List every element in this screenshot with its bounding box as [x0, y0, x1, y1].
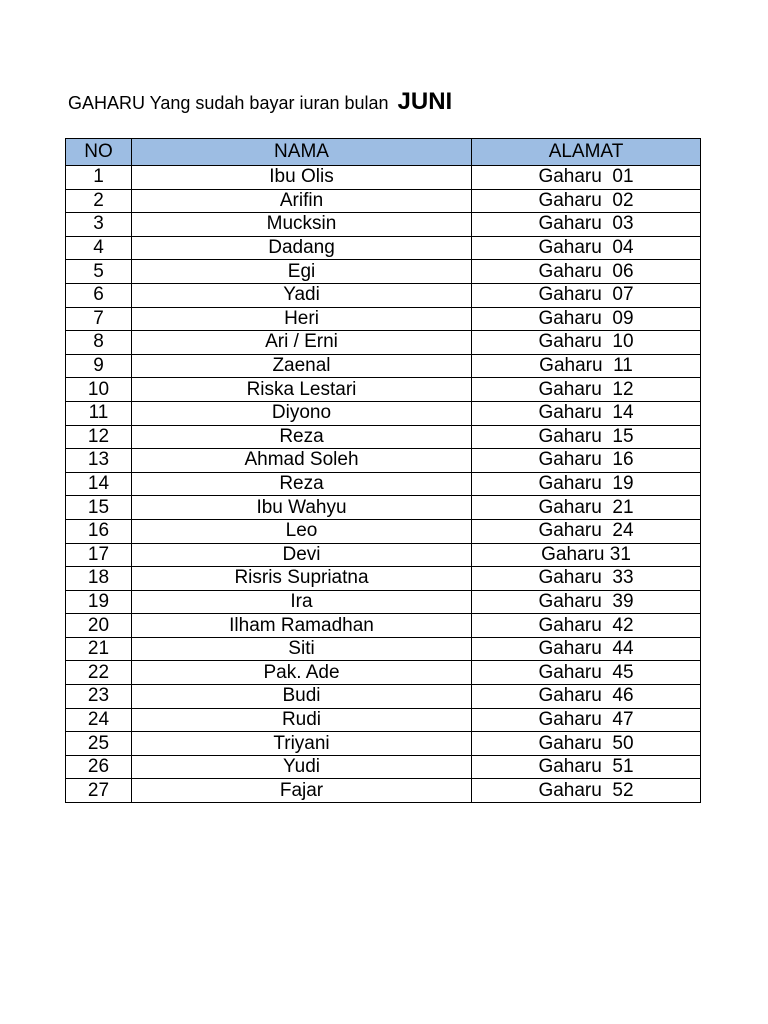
table-row	[66, 283, 701, 307]
table-row	[66, 496, 701, 520]
table-row	[66, 519, 701, 543]
table-row	[66, 378, 701, 402]
cell-alamat: Gaharu 06	[472, 260, 701, 284]
table-row	[66, 755, 701, 779]
cell-alamat: Gaharu 42	[472, 614, 701, 638]
table-row	[66, 331, 701, 355]
page-title	[68, 88, 452, 116]
cell-nama: Reza	[132, 472, 472, 496]
cell-nama: Pak. Ade	[132, 661, 472, 685]
cell-alamat: Gaharu 16	[472, 449, 701, 473]
cell-no: 10	[66, 378, 132, 402]
title-month: JUNI	[397, 88, 453, 115]
cell-no: 8	[66, 331, 132, 355]
cell-no: 13	[66, 449, 132, 473]
cell-nama: Ibu Wahyu	[132, 496, 472, 520]
title-text: GAHARU Yang sudah bayar iuran bulan	[68, 93, 389, 113]
cell-no: 24	[66, 708, 132, 732]
table-row	[66, 449, 701, 473]
cell-alamat: Gaharu 19	[472, 472, 701, 496]
cell-nama: Riska Lestari	[132, 378, 472, 402]
table-row	[66, 472, 701, 496]
cell-alamat: Gaharu 45	[472, 661, 701, 685]
cell-no: 12	[66, 425, 132, 449]
cell-nama: Rudi	[132, 708, 472, 732]
table-row	[66, 779, 701, 803]
cell-no: 27	[66, 779, 132, 803]
cell-nama: Diyono	[132, 401, 472, 425]
cell-alamat: Gaharu 04	[472, 236, 701, 260]
table-row	[66, 166, 701, 190]
cell-alamat: Gaharu 11	[472, 354, 701, 378]
cell-no: 21	[66, 637, 132, 661]
cell-nama: Egi	[132, 260, 472, 284]
cell-alamat: Gaharu 10	[472, 331, 701, 355]
cell-nama: Ilham Ramadhan	[132, 614, 472, 638]
cell-no: 4	[66, 236, 132, 260]
cell-no: 7	[66, 307, 132, 331]
cell-nama: Ira	[132, 590, 472, 614]
cell-no: 1	[66, 166, 132, 190]
table-row	[66, 307, 701, 331]
table-row	[66, 732, 701, 756]
table-row	[66, 260, 701, 284]
cell-nama: Yadi	[132, 283, 472, 307]
cell-nama: Ibu Olis	[132, 166, 472, 190]
cell-alamat: Gaharu 51	[472, 755, 701, 779]
cell-no: 26	[66, 755, 132, 779]
cell-no: 19	[66, 590, 132, 614]
header-no: NO	[66, 139, 132, 166]
table-header-row	[66, 139, 701, 166]
table-row	[66, 590, 701, 614]
cell-nama: Zaenal	[132, 354, 472, 378]
cell-nama: Fajar	[132, 779, 472, 803]
cell-nama: Ahmad Soleh	[132, 449, 472, 473]
cell-no: 18	[66, 567, 132, 591]
cell-nama: Yudi	[132, 755, 472, 779]
cell-alamat: Gaharu 01	[472, 166, 701, 190]
table-row	[66, 236, 701, 260]
cell-alamat: Gaharu 39	[472, 590, 701, 614]
cell-nama: Reza	[132, 425, 472, 449]
cell-no: 3	[66, 213, 132, 237]
cell-alamat: Gaharu 14	[472, 401, 701, 425]
cell-nama: Mucksin	[132, 213, 472, 237]
table-row	[66, 637, 701, 661]
cell-nama: Budi	[132, 685, 472, 709]
table-row	[66, 425, 701, 449]
cell-alamat: Gaharu 44	[472, 637, 701, 661]
cell-no: 6	[66, 283, 132, 307]
cell-no: 9	[66, 354, 132, 378]
cell-no: 17	[66, 543, 132, 567]
cell-alamat: Gaharu 03	[472, 213, 701, 237]
cell-no: 11	[66, 401, 132, 425]
table-row	[66, 614, 701, 638]
cell-nama: Risris Supriatna	[132, 567, 472, 591]
cell-nama: Triyani	[132, 732, 472, 756]
table-row	[66, 189, 701, 213]
cell-nama: Devi	[132, 543, 472, 567]
header-alamat: ALAMAT	[472, 139, 701, 166]
cell-no: 14	[66, 472, 132, 496]
cell-alamat: Gaharu 33	[472, 567, 701, 591]
table-row	[66, 543, 701, 567]
payment-table	[65, 138, 701, 803]
table-row	[66, 354, 701, 378]
cell-no: 22	[66, 661, 132, 685]
cell-alamat: Gaharu 50	[472, 732, 701, 756]
cell-nama: Dadang	[132, 236, 472, 260]
cell-nama: Heri	[132, 307, 472, 331]
cell-alamat: Gaharu 09	[472, 307, 701, 331]
cell-alamat: Gaharu 52	[472, 779, 701, 803]
table-body	[66, 166, 701, 803]
cell-no: 15	[66, 496, 132, 520]
table-row	[66, 661, 701, 685]
cell-alamat: Gaharu 24	[472, 519, 701, 543]
table-row	[66, 685, 701, 709]
cell-nama: Arifin	[132, 189, 472, 213]
cell-no: 5	[66, 260, 132, 284]
cell-no: 25	[66, 732, 132, 756]
cell-alamat: Gaharu 07	[472, 283, 701, 307]
table-row	[66, 213, 701, 237]
cell-alamat: Gaharu 21	[472, 496, 701, 520]
table-row	[66, 567, 701, 591]
header-nama: NAMA	[132, 139, 472, 166]
cell-nama: Siti	[132, 637, 472, 661]
cell-alamat: Gaharu 47	[472, 708, 701, 732]
cell-no: 23	[66, 685, 132, 709]
cell-no: 16	[66, 519, 132, 543]
cell-no: 20	[66, 614, 132, 638]
cell-alamat: Gaharu 46	[472, 685, 701, 709]
table-row	[66, 401, 701, 425]
cell-alamat: Gaharu 15	[472, 425, 701, 449]
cell-no: 2	[66, 189, 132, 213]
table-row	[66, 708, 701, 732]
cell-alamat: Gaharu 12	[472, 378, 701, 402]
cell-alamat: Gaharu 02	[472, 189, 701, 213]
cell-nama: Leo	[132, 519, 472, 543]
cell-nama: Ari / Erni	[132, 331, 472, 355]
cell-alamat: Gaharu 31	[472, 543, 701, 567]
